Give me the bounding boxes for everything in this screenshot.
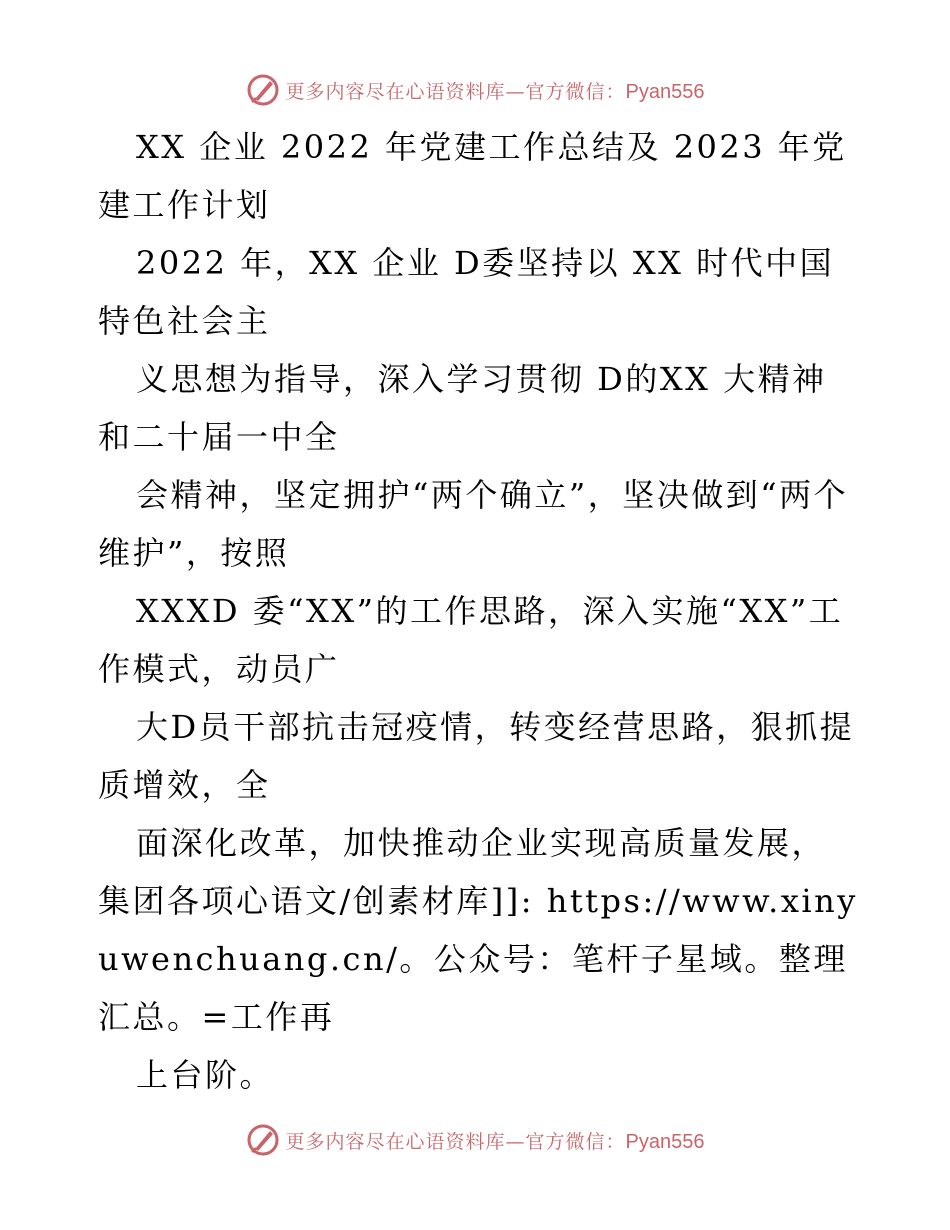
watermark-text: 更多内容尽在心语资料库—官方微信：Pyan556 <box>285 1130 705 1153</box>
watermark-wechat-id: Pyan556 <box>625 1130 705 1153</box>
document-body <box>98 118 858 1104</box>
header-watermark <box>0 70 950 110</box>
paragraph: 会精神，坚定拥护“两个确立”，坚决做到“两个维护”，按照 <box>98 476 849 572</box>
paragraph: 面深化改革，加快推动企业实现高质量发展，集团各项心语文/创素材库]]: https://www.xinyuwenchuang.cn/。公众号：笔杆子星域。整理汇总。=工作再 <box>98 824 858 1036</box>
paragraph: 义思想为指导，深入学习贯彻 D的XX 大精神和二十届一中全 <box>98 360 827 456</box>
quill-logo-icon <box>246 1123 280 1157</box>
paragraph: 大D员干部抗击冠疫情，转变经营思路，狠抓提质增效，全 <box>98 708 855 804</box>
paragraph: 上台阶。 <box>136 1056 275 1094</box>
watermark-text: 更多内容尽在心语资料库—官方微信：Pyan556 <box>285 80 705 103</box>
watermark-wechat-id: Pyan556 <box>625 80 705 103</box>
paragraph: 2022 年，XX 企业 D委坚持以 XX 时代中国特色社会主 <box>98 244 835 340</box>
quill-logo-icon <box>246 73 280 107</box>
footer-watermark <box>0 1120 950 1160</box>
document-title: XX 企业 2022 年党建工作总结及 2023 年党建工作计划 <box>98 128 847 224</box>
paragraph: XXXD 委“XX”的工作思路，深入实施“XX”工作模式，动员广 <box>98 592 844 688</box>
